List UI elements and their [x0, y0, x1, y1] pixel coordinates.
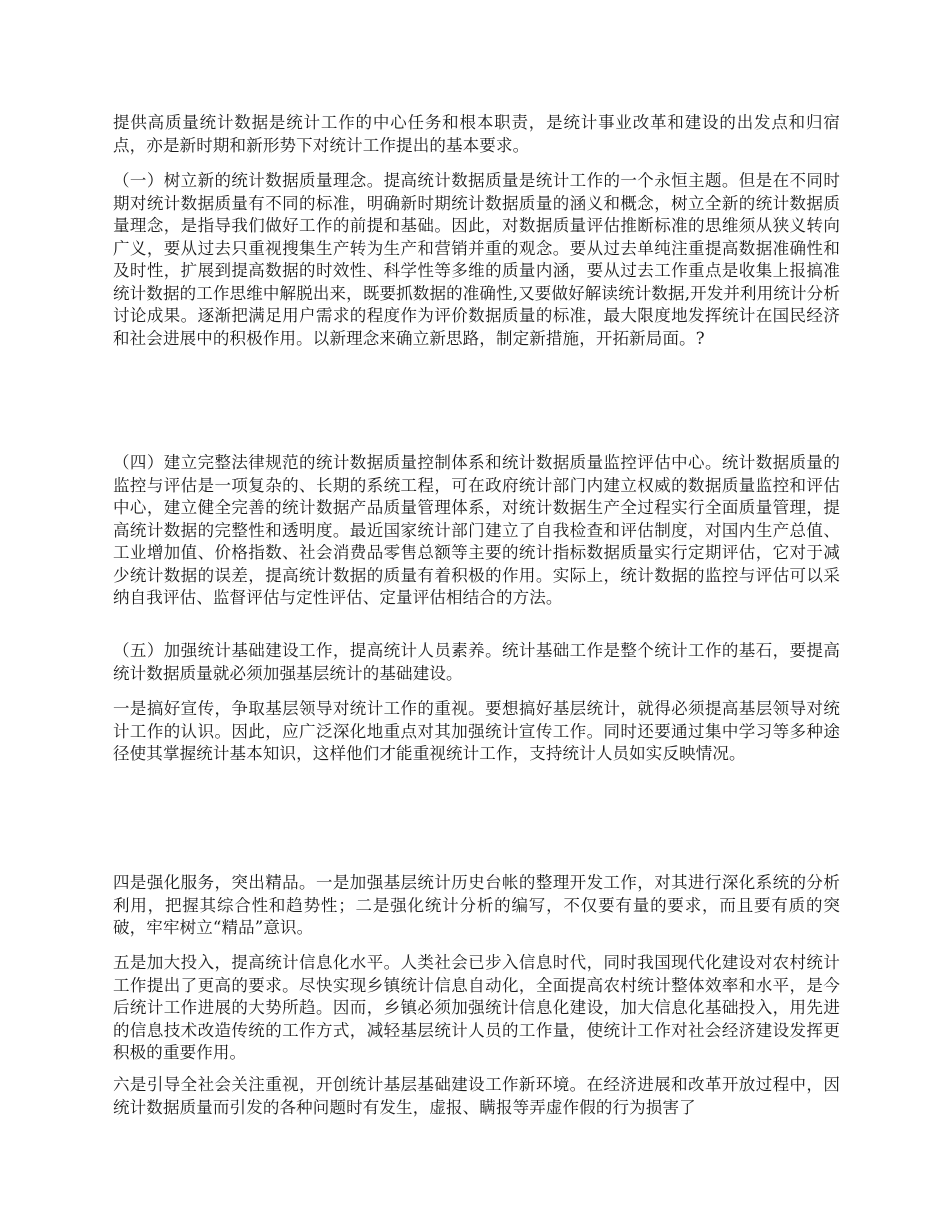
paragraph-point-4: 四是强化服务，突出精品。一是加强基层统计历史台帐的整理开发工作，对其进行深化系统的分析利用，把握其综合性和趋势性；二是强化统计分析的编写，不仅要有量的要求，而且要有质的突破，牢牢树立“精品”意识。: [113, 873, 840, 937]
paragraph-intro: 提供高质量统计数据是统计工作的中心任务和根本职责，是统计事业改革和建设的出发点和归宿点，亦是新时期和新形势下对统计工作提出的基本要求。: [113, 113, 840, 155]
paragraph-point-6: 六是引导全社会关注重视，开创统计基层基础建设工作新环境。在经济进展和改革开放过程中，因统计数据质量而引发的各种问题时有发生，虚报、瞒报等弄虚作假的行为损害了: [113, 1075, 840, 1117]
paragraph-section-5: （五）加强统计基础建设工作，提高统计人员素养。统计基础工作是整个统计工作的基石，要提高统计数据质量就必须加强基层统计的基础建设。: [113, 641, 840, 683]
paragraph-section-4: （四）建立完整法律规范的统计数据质量控制体系和统计数据质量监控评估中心。统计数据质量的监控与评估是一项复杂的、长期的系统工程，可在政府统计部门内建立权威的数据质量监控和评估中心，建立健全完善的统计数据产品质量管理体系，对统计数据生产全过程实行全面质量管理，提高统计数据的完整性和透明度。最近国家统计部门建立了自我检查和评估制度，对国内生产总值、工业增加值、价格指数、社会消费品零售总额等主要的统计指标数据质量实行定期评估，它对于减少统计数据的误差，提高统计数据的质量有着积极的作用。实际上，统计数据的监控与评估可以采纳自我评估、监督评估与定性评估、定量评估相结合的方法。: [113, 453, 840, 607]
paragraph-point-1: 一是搞好宣传，争取基层领导对统计工作的重视。要想搞好基层统计，就得必须提高基层领导对统计工作的认识。因此，应广泛深化地重点对其加强统计宣传工作。同时还要通过集中学习等多种途径使其掌握统计基本知识，这样他们才能重视统计工作，支持统计人员如实反映情况。: [113, 699, 840, 763]
paragraph-section-1: （一）树立新的统计数据质量理念。提高统计数据质量是统计工作的一个永恒主题。但是在不同时期对统计数据质量有不同的标准，明确新时期统计数据质量的涵义和概念，树立全新的统计数据质量理念，是指导我们做好工作的前提和基础。因此，对数据质量评估推断标准的思维须从狭义转向广义，要从过去只重视搜集生产转为生产和营销并重的观念。要从过去单纯注重提高数据准确性和及时性，扩展到提高数据的时效性、科学性等多维的质量内涵，要从过去工作重点是收集上报搞准统计数据的工作思维中解脱出来，既要抓数据的准确性,又要做好解读统计数据,开发并利用统计分析讨论成果。逐渐把满足用户需求的程度作为评价数据质量的标准，最大限度地发挥统计在国民经济和社会进展中的积极作用。以新理念来确立新思路，制定新措施，开拓新局面。?: [113, 171, 840, 348]
paragraph-point-5: 五是加大投入，提高统计信息化水平。人类社会已步入信息时代，同时我国现代化建设对农村统计工作提出了更高的要求。尽快实现乡镇统计信息自动化，全面提高农村统计整体效率和水平，是今后统计工作进展的大势所趋。因而，乡镇必须加强统计信息化建设，加大信息化基础投入，用先进的信息技术改造传统的工作方式，减轻基层统计人员的工作量，使统计工作对社会经济建设发挥更积极的重要作用。: [113, 953, 840, 1062]
